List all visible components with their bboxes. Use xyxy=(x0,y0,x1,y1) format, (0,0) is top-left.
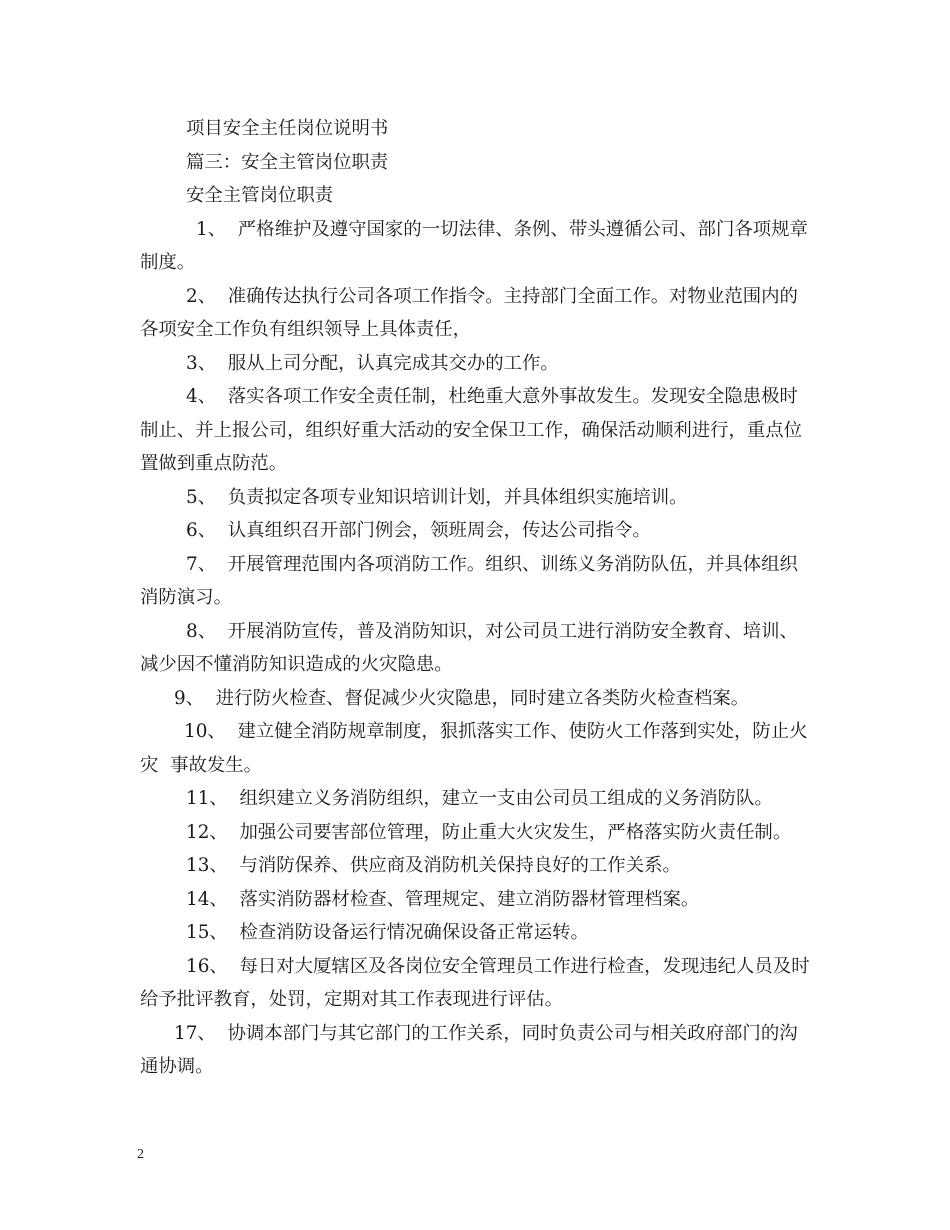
doc-line: 2、 准确传达执行公司各项工作指令。主持部门全面工作。对物业范围内的 xyxy=(186,285,798,307)
doc-line: 7、 开展管理范围内各项消防工作。组织、训练义务消防队伍，并具体组织 xyxy=(186,553,798,575)
doc-line: 12、 加强公司要害部位管理，防止重大火灾发生，严格落实防火责任制。 xyxy=(186,821,792,843)
doc-line: 8、 开展消防宣传，普及消防知识，对公司员工进行消防安全教育、培训、 xyxy=(186,620,798,642)
doc-line: 灾 事故发生。 xyxy=(140,754,263,776)
doc-line: 制度。 xyxy=(140,252,196,273)
doc-line: 置做到重点防范。 xyxy=(140,453,288,474)
doc-line: 5、 负责拟定各项专业知识培训计划，并具体组织实施培训。 xyxy=(186,486,688,508)
doc-line: 16、 每日对大厦辖区及各岗位安全管理员工作进行检查，发现违纪人员及时 xyxy=(186,955,810,977)
doc-line: 消防演习。 xyxy=(140,587,232,608)
doc-line: 安全主管岗位职责 xyxy=(186,185,334,206)
doc-line: 减少因不懂消防知识造成的火灾隐患。 xyxy=(140,654,453,675)
doc-line: 制止、并上报公司，组织好重大活动的安全保卫工作，确保活动顺利进行，重点位 xyxy=(140,419,803,441)
doc-line: 11、 组织建立义务消防组织，建立一支由公司员工组成的义务消防队。 xyxy=(186,788,773,809)
doc-line: 4、 落实各项工作安全责任制，杜绝重大意外事故发生。发现安全隐患极时 xyxy=(186,386,798,407)
doc-line: 项目安全主任岗位说明书 xyxy=(186,118,389,139)
doc-line: 14、 落实消防器材检查、管理规定、建立消防器材管理档案。 xyxy=(186,888,700,910)
doc-line: 1、 严格维护及遵守国家的一切法律、条例、带头遵循公司、部门各项规章 xyxy=(196,218,808,240)
doc-line: 3、 服从上司分配，认真完成其交办的工作。 xyxy=(186,352,559,374)
doc-line: 10、 建立健全消防规章制度，狠抓落实工作、使防火工作落到实处，防止火 xyxy=(184,721,808,742)
doc-line: 13、 与消防保养、供应商及消防机关保持良好的工作关系。 xyxy=(186,855,681,876)
doc-line: 篇三：安全主管岗位职责 xyxy=(186,151,389,173)
doc-line: 15、 检查消防设备运行情况确保设备正常运转。 xyxy=(186,922,589,943)
doc-line: 各项安全工作负有组织领导上具体责任， xyxy=(140,319,472,340)
page-number: 2 xyxy=(137,1147,144,1162)
doc-line: 6、 认真组织召开部门例会，领班周会，传达公司指令。 xyxy=(186,520,651,541)
doc-line: 9、 进行防火检查、督促减少火灾隐患，同时建立各类防火检查档案。 xyxy=(174,687,750,709)
document-body xyxy=(140,112,820,1084)
doc-line: 17、 协调本部门与其它部门的工作关系，同时负责公司与相关政府部门的沟 xyxy=(174,1022,798,1044)
doc-line: 给予批评教育，处罚，定期对其工作表现进行评估。 xyxy=(140,989,563,1010)
doc-line: 通协调。 xyxy=(140,1056,214,1077)
